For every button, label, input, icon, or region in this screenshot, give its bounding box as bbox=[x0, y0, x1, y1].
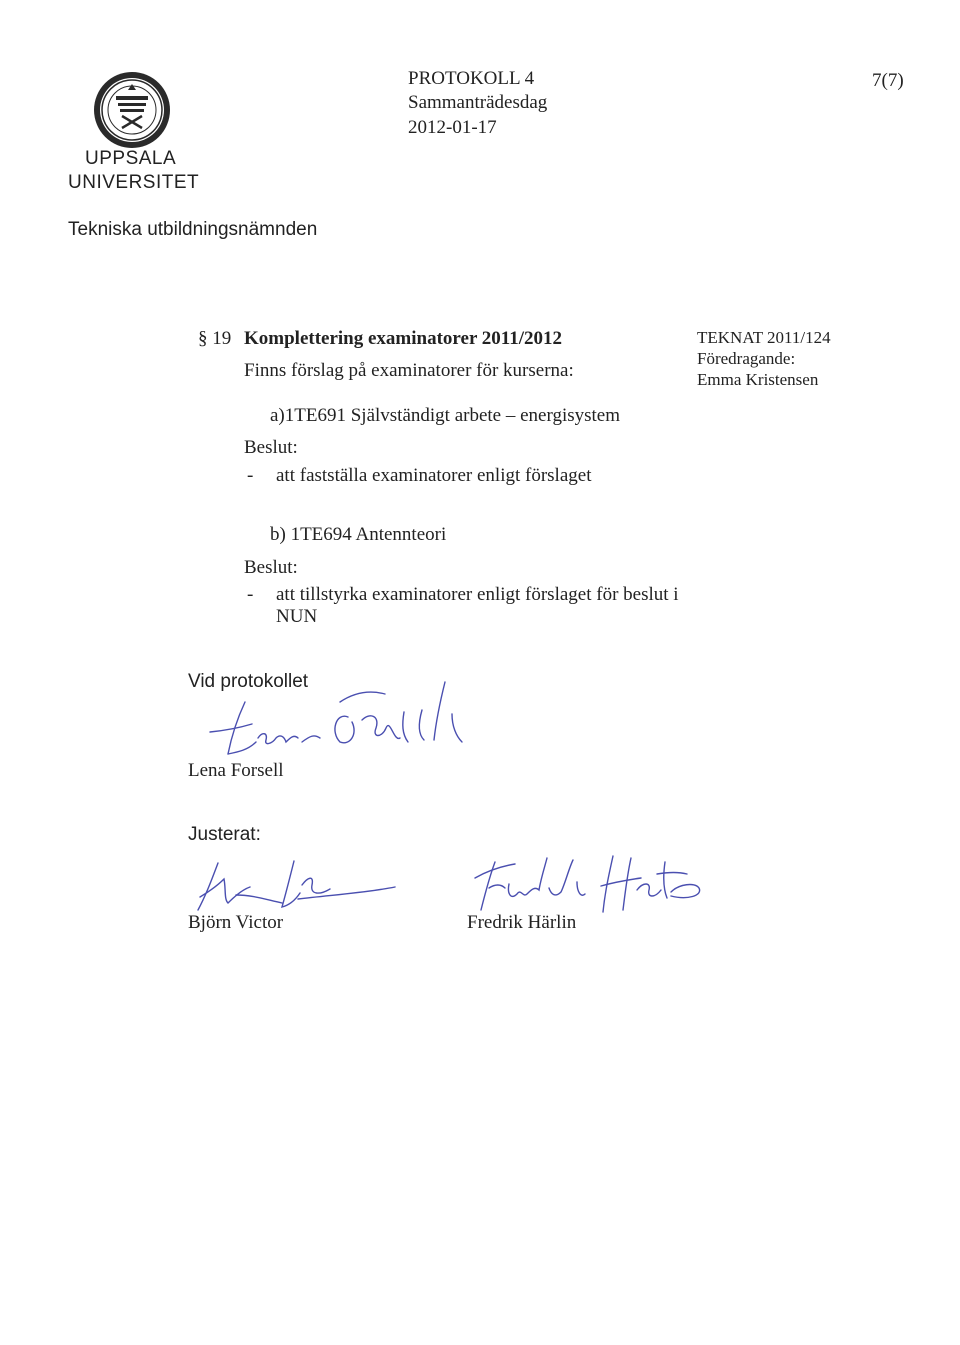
decision-text: NUN bbox=[276, 606, 318, 627]
decision-dash: - bbox=[247, 584, 254, 605]
paragraph-number: § 19 bbox=[198, 328, 232, 349]
university-seal-icon bbox=[92, 70, 172, 150]
adjuster-name: Fredrik Härlin bbox=[467, 912, 577, 933]
diary-number: TEKNAT 2011/124 bbox=[697, 328, 831, 347]
decision-label: Beslut: bbox=[244, 437, 298, 458]
presenter-name: Emma Kristensen bbox=[697, 370, 819, 389]
section-intro: Finns förslag på examinatorer för kurserna: bbox=[244, 360, 574, 381]
page-number: 7(7) bbox=[872, 70, 904, 91]
course-item-heading: b) 1TE694 Antennteori bbox=[270, 524, 447, 545]
secretary-name: Lena Forsell bbox=[188, 760, 284, 781]
decision-text: att tillstyrka examinatorer enligt förslaget för beslut i bbox=[276, 584, 679, 605]
committee-name: Tekniska utbildningsnämnden bbox=[68, 219, 318, 240]
adjusted-label: Justerat: bbox=[188, 824, 261, 845]
secretary-signature-icon bbox=[190, 672, 480, 772]
decision-text: att fastställa examinatorer enligt förslaget bbox=[276, 465, 592, 486]
university-name-line1: UPPSALA bbox=[85, 148, 177, 169]
decision-dash: - bbox=[247, 465, 254, 486]
adjuster-name: Björn Victor bbox=[188, 912, 284, 933]
meeting-type: Sammanträdesdag bbox=[408, 92, 548, 113]
university-name-line2: UNIVERSITET bbox=[68, 172, 200, 193]
decision-label: Beslut: bbox=[244, 557, 298, 578]
section-title: Komplettering examinatorer 2011/2012 bbox=[244, 328, 563, 349]
protocol-title: PROTOKOLL 4 bbox=[408, 68, 535, 89]
course-item-heading: a)1TE691 Självständigt arbete – energisystem bbox=[270, 405, 621, 426]
adjuster-signature-icon bbox=[190, 855, 400, 917]
adjuster-signature-icon bbox=[465, 848, 705, 918]
minutes-label: Vid protokollet bbox=[188, 671, 309, 692]
meeting-date: 2012-01-17 bbox=[408, 117, 497, 138]
presenter-label: Föredragande: bbox=[697, 349, 796, 368]
